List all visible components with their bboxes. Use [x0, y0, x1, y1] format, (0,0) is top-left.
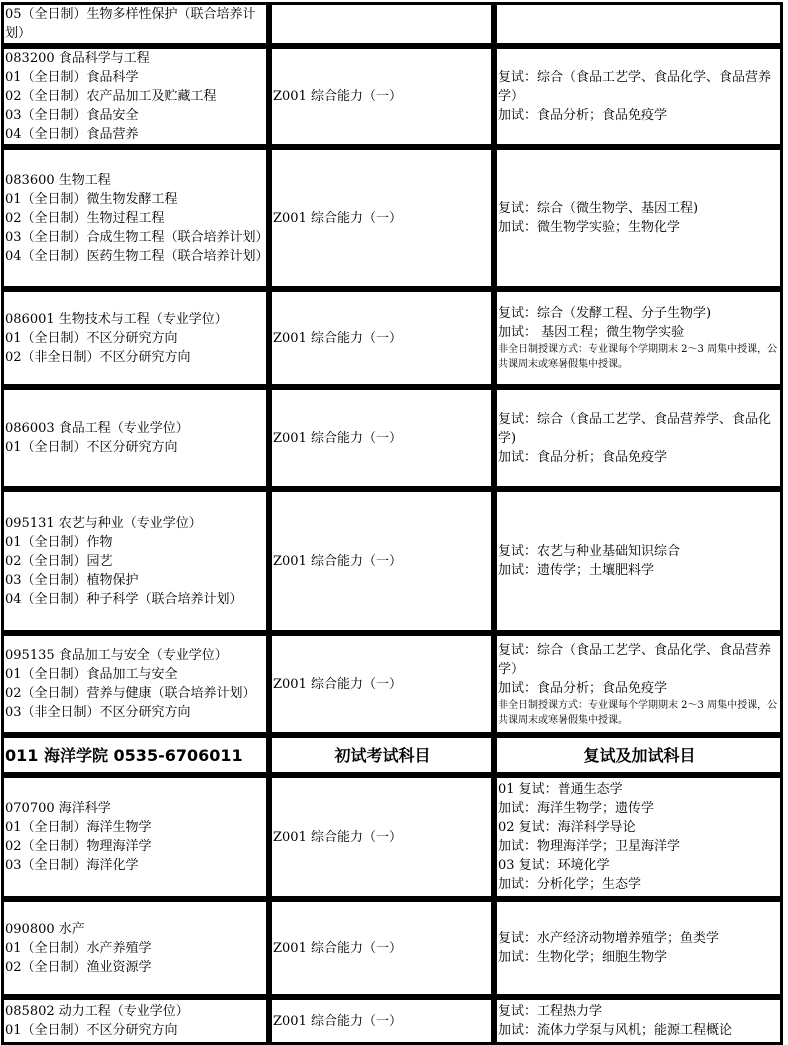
- major-cell: [1, 2, 269, 46]
- retest-cell: [494, 633, 783, 735]
- program-table-body: [1, 2, 783, 1045]
- retest-cell: [494, 775, 783, 899]
- retest-line: 加试：生物化学；细胞生物学: [498, 950, 668, 965]
- major-cell: [1, 489, 269, 633]
- major-cell: [1, 633, 269, 735]
- exam-cell: [269, 489, 494, 633]
- retest-cell: [494, 46, 783, 147]
- exam-subject: Z001 综合能力（一）: [273, 829, 402, 845]
- college-name-cell: [1, 735, 269, 775]
- retest-line: 加试：食品分析；食品免疫学: [498, 449, 668, 465]
- exam-cell: [269, 147, 494, 289]
- retest-line: 复试：综合（微生物学、基因工程): [498, 201, 699, 216]
- retest-line: 复试：综合（食品工艺学、食品化学、食品营养学）: [498, 642, 772, 677]
- retest-line: 复试及加试科目: [583, 745, 696, 765]
- major-cell: [1, 147, 269, 289]
- program-table: [1, 2, 783, 1045]
- research-direction: 02（全日制）农产品加工及贮藏工程: [5, 89, 217, 104]
- program-row: [1, 775, 783, 899]
- exam-subject: Z001 综合能力（一）: [273, 430, 402, 446]
- program-row: [1, 387, 783, 489]
- retest-line: 复试：综合（食品工艺学、食品化学、食品营养学）: [498, 70, 772, 104]
- program-row: [1, 147, 783, 289]
- research-direction: 03（全日制）合成生物工程（联合培养计划）: [5, 229, 269, 245]
- exam-subject: Z001 综合能力（一）: [273, 553, 402, 569]
- major-cell: [1, 997, 269, 1045]
- research-direction: 01（全日制）不区分研究方向: [5, 330, 178, 346]
- major-code-title: 070700 海洋科学: [5, 801, 111, 816]
- retest-line: 加试：食品分析；食品免疫学: [498, 108, 668, 123]
- exam-cell: [269, 387, 494, 489]
- research-direction: 01（全日制）食品加工与安全: [5, 667, 178, 682]
- retest-line: 加试：分析化学；生态学: [498, 877, 642, 892]
- exam-cell: [269, 289, 494, 387]
- exam-cell: [269, 633, 494, 735]
- retest-line: 02 复试：海洋科学导论: [498, 820, 636, 835]
- research-direction: 03（全日制）食品安全: [5, 108, 139, 123]
- exam-cell: [269, 46, 494, 147]
- major-code-title: 086003 食品工程（专业学位）: [5, 421, 189, 436]
- retest-line: 加试：海洋生物学；遗传学: [498, 801, 655, 816]
- exam-subject: Z001 综合能力（一）: [273, 210, 402, 226]
- exam-header-cell: [269, 735, 494, 775]
- retest-cell: [494, 899, 783, 997]
- part-time-note: 非全日制授课方式：专业课每个学期期末 2～3 周集中授课，公共课周末或寒暑假集中授课。: [498, 699, 778, 726]
- college-header-row: [1, 735, 783, 775]
- research-direction: 02（全日制）物理海洋学: [5, 839, 152, 854]
- exam-subject: Z001 综合能力（一）: [273, 940, 402, 956]
- major-cell: [1, 289, 269, 387]
- part-time-note: 非全日制授课方式：专业课每个学期期末 2～3 周集中授课，公共课周末或寒暑假集中授课。: [498, 344, 778, 370]
- research-direction: 01（全日制）不区分研究方向: [5, 1023, 178, 1038]
- major-cell: [1, 46, 269, 147]
- exam-subject: Z001 综合能力（一）: [273, 330, 402, 346]
- exam-subject: Z001 综合能力（一）: [273, 1013, 402, 1029]
- retest-cell: [494, 147, 783, 289]
- exam-subject: 初试考试科目: [334, 745, 431, 765]
- research-direction: 03（全日制）植物保护: [5, 572, 139, 588]
- program-row: [1, 2, 783, 46]
- retest-cell: [494, 387, 783, 489]
- exam-subject: Z001 综合能力（一）: [273, 89, 402, 104]
- retest-cell: [494, 2, 783, 46]
- retest-line: 01 复试：普通生态学: [498, 782, 623, 797]
- research-direction: 02（全日制）生物过程工程: [5, 210, 165, 226]
- program-row: [1, 997, 783, 1045]
- research-direction: 01（全日制）海洋生物学: [5, 820, 152, 835]
- retest-line: 加试：食品分析；食品免疫学: [498, 680, 668, 696]
- research-direction: 02（全日制）营养与健康（联合培养计划）: [5, 686, 256, 701]
- research-direction: 04（全日制）种子科学（联合培养计划）: [5, 591, 243, 607]
- research-direction: 01（全日制）不区分研究方向: [5, 440, 178, 455]
- major-code-title: 086001 生物技术与工程（专业学位）: [5, 311, 228, 327]
- program-row: [1, 489, 783, 633]
- major-code-title: 090800 水产: [5, 921, 85, 937]
- retest-cell: [494, 997, 783, 1045]
- research-direction: 01（全日制）食品科学: [5, 70, 139, 85]
- research-direction: 03（非全日制）不区分研究方向: [5, 705, 191, 720]
- exam-cell: [269, 2, 494, 46]
- exam-cell: [269, 997, 494, 1045]
- research-direction: 01（全日制）作物: [5, 534, 113, 550]
- research-direction: 01（全日制）水产养殖学: [5, 940, 152, 956]
- major-code-title: 083600 生物工程: [5, 172, 111, 188]
- research-direction: 04（全日制）医药生物工程（联合培养计划）: [5, 248, 269, 264]
- exam-cell: [269, 775, 494, 899]
- retest-line: 复试：农艺与种业基础知识综合: [498, 544, 681, 559]
- college-title: 011 海洋学院 0535-6706011: [5, 745, 243, 765]
- research-direction: 02（全日制）园艺: [5, 553, 113, 569]
- retest-line: 复试：工程热力学: [498, 1004, 603, 1019]
- exam-cell: [269, 899, 494, 997]
- retest-line: 加试：流体力学泵与风机；能源工程概论: [498, 1023, 733, 1038]
- exam-subject: Z001 综合能力（一）: [273, 676, 402, 692]
- major-code-title: 095135 食品加工与安全（专业学位）: [5, 648, 228, 663]
- research-direction: 02（全日制）渔业资源学: [5, 959, 152, 975]
- major-cell: [1, 387, 269, 489]
- major-code-title: 085802 动力工程（专业学位）: [5, 1004, 189, 1019]
- retest-line: 加试：物理海洋学；卫星海洋学: [498, 839, 681, 854]
- major-code-title: 05（全日制）生物多样性保护（联合培养计划）: [5, 7, 256, 41]
- retest-line: 03 复试：环境化学: [498, 858, 610, 873]
- program-row: [1, 46, 783, 147]
- research-direction: 02（非全日制）不区分研究方向: [5, 349, 191, 365]
- retest-cell: [494, 289, 783, 387]
- major-code-title: 083200 食品科学与工程: [5, 51, 150, 66]
- program-row: [1, 633, 783, 735]
- retest-header-cell: [494, 735, 783, 775]
- research-direction: 01（全日制）微生物发酵工程: [5, 191, 178, 207]
- research-direction: 04（全日制）食品营养: [5, 127, 139, 142]
- program-row: [1, 899, 783, 997]
- retest-line: 加试：微生物学实验；生物化学: [498, 220, 681, 235]
- retest-line: 加试： 基因工程；微生物学实验: [498, 325, 685, 340]
- retest-cell: [494, 489, 783, 633]
- retest-line: 加试：遗传学；土壤肥料学: [498, 563, 655, 578]
- retest-line: 复试：水产经济动物增养殖学；鱼类学: [498, 931, 720, 946]
- major-code-title: 095131 农艺与种业（专业学位）: [5, 515, 202, 531]
- retest-line: 复试：综合（食品工艺学、食品营养学、食品化学): [498, 411, 772, 446]
- major-cell: [1, 775, 269, 899]
- retest-line: 复试：综合（发酵工程、分子生物学): [498, 306, 712, 321]
- major-cell: [1, 899, 269, 997]
- program-row: [1, 289, 783, 387]
- research-direction: 03（全日制）海洋化学: [5, 858, 139, 873]
